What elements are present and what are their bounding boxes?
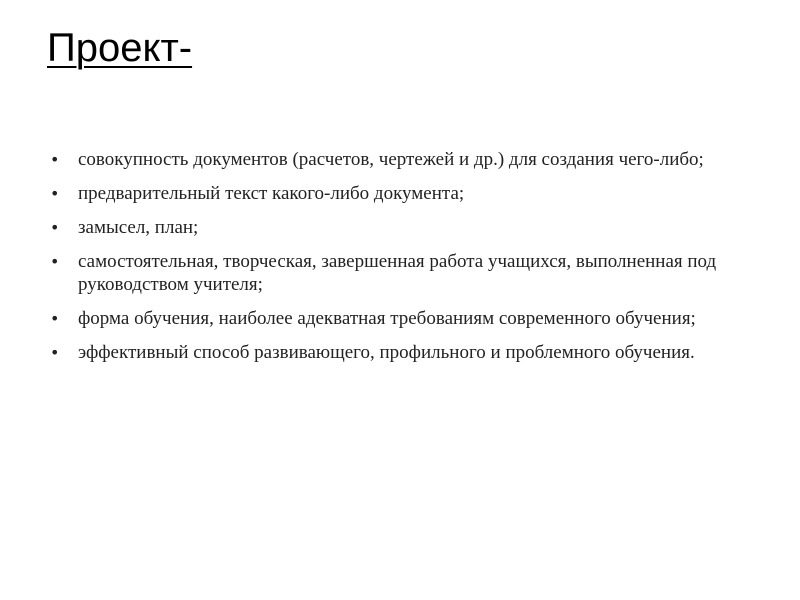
list-item-text: замысел, план; <box>78 217 199 238</box>
list-item-text: эффективный способ развивающего, профильного и проблемного обучения. <box>78 342 695 363</box>
bullet-icon: • <box>50 252 60 271</box>
list-item <box>48 148 738 171</box>
list-item-text: предварительный текст какого-либо документа; <box>78 183 465 204</box>
list-item-text: совокупность документов (расчетов, чертежей и др.) для создания чего-либо; <box>78 149 704 170</box>
slide-title: Проект- <box>47 26 193 70</box>
list-item-text: самостоятельная, творческая, завершенная работа учащихся, выполненная под руководством учителя; <box>78 251 717 295</box>
list-item <box>48 341 738 364</box>
bullet-icon: • <box>50 309 60 328</box>
bullet-icon: • <box>50 150 60 169</box>
list-item <box>48 216 738 239</box>
definition-list <box>48 148 738 375</box>
list-item-text: форма обучения, наиболее адекватная требованиям современного обучения; <box>78 308 696 329</box>
bullet-icon: • <box>50 184 60 203</box>
list-item <box>48 307 738 330</box>
list-item <box>48 182 738 205</box>
bullet-icon: • <box>50 343 60 362</box>
list-item <box>48 250 738 296</box>
bullet-icon: • <box>50 218 60 237</box>
